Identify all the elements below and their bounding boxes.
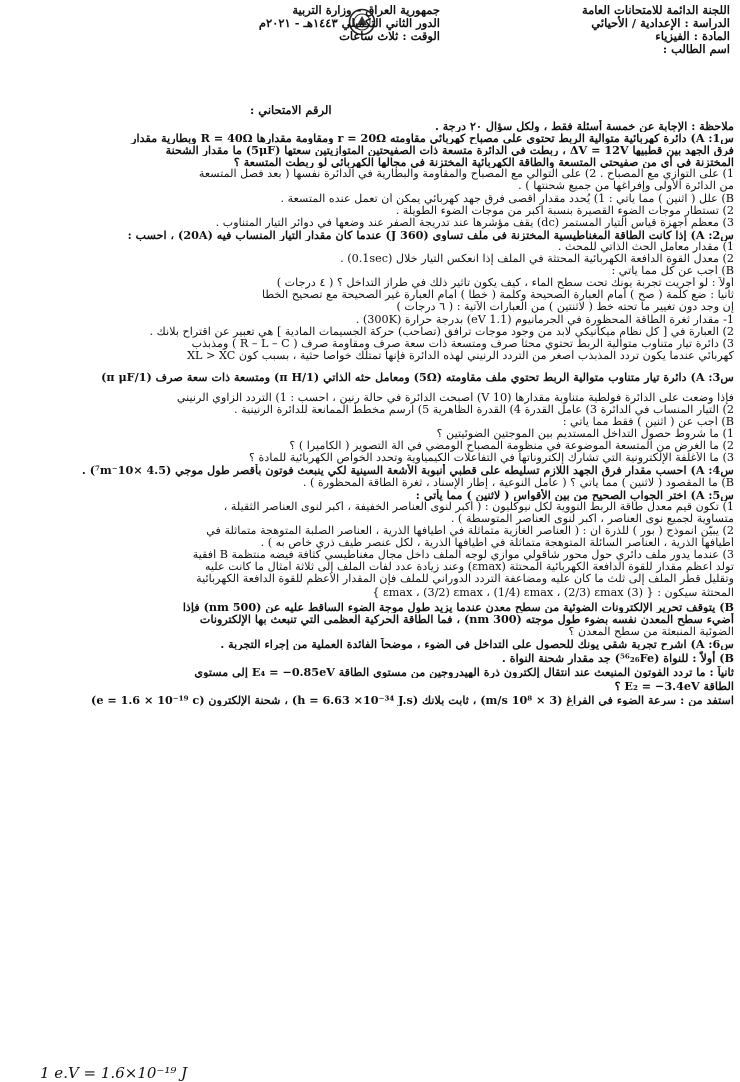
exam-line: س1: A) دائرة كهربائية متوالية الربط تحتوي على مصباح كهربائي مقاومته r = 20Ω ومقاومة مقدارها R = 40Ω وبطارية مقدار [131, 132, 734, 145]
exam-line: س2: A) إذا كانت الطاقة المغناطيسية المختزنة في ملف تساوي (360 J) عندما كان مقدار التيار المنساب فيه (20A) ، احسب : [127, 228, 734, 241]
exam-line: 1) على التوازي مع المصباح . 2) على التوالي مع المصباح والمقاومة والبطارية في الدائرة نفسها ( بعد فصل المتسعة [198, 168, 734, 181]
exam-line: 2) تستطار موجات الضوء القصيرة بنسبة أكبر من موجات الضوء الطويلة . [395, 204, 734, 217]
ministry-header [250, 4, 440, 43]
exam-line: 3) دائرة تيار متناوب متوالية الربط تحتوي محثاً صرف ومتسعة ذات سعة صرف ومقاومة صرف ( R – L – C ) ومذبذب [191, 337, 734, 350]
committee-header [480, 4, 730, 56]
exam-line: B) ما المقصود ( لاثنين ) مما يأتي ؟ ( عامل النوعية ، إطار الإسناد ، ثغرة الطاقة المحظورة ) . [302, 476, 734, 489]
exam-line: س4: A) احسب مقدار فرق الجهد اللازم تسليطه على قطبي أنبوبة الأشعة السينية لكي ينبعث فوتون بأقصر طول موجي (4.5 ×10⁻⁷m) . [81, 464, 734, 477]
exam-line: B) علل ( اثنين ) مما يأتي : 1) يُحدد مقدار أقصى فرق جهد كهربائي يمكن أن تعمل عنده المتسعة . [280, 192, 734, 205]
header-line: المادة : الفيزياء [655, 29, 730, 43]
exam-line: استفد من : سرعة الضوء في الفراغ (3 × 10⁸ m/s) ، ثابت بلانك (h = 6.63 ×10⁻³⁴ J.s) ، شحنة الإلكترون (e = 1.6 × 10⁻¹⁹ c) [91, 693, 734, 706]
exam-line: B) أجب عن كل مما يأتي : [611, 265, 734, 278]
exam-line: الطاقة E₂ = −3.4eV ؟ [614, 678, 734, 693]
exam-line: متساوية لجميع نوى العناصر ، أكبر لنوى العناصر المتوسطة ) . [450, 512, 734, 525]
exam-line: 3) معظم أجهزة قياس التيار المستمر (dc) يقف مؤشرها عند تدريجة الصفر عند وضعها في دوائر التيار المتناوب . [215, 216, 734, 229]
exam-line: 2) التيار المنساب في الدائرة 3) عامل القدرة 4) القدرة الظاهرية 5) ارسم مخطط الممانعة للدائرة الرنينية . [233, 403, 734, 416]
exam-line: المختزنة في أي من صفيحتي المتسعة والطاقة الكهربائية المختزنة في مجالها الكهربائي لو ربطت المتسعة ؟ [233, 156, 734, 169]
exam-line: أطيافها الذرية ، العناصر السائلة المتوهجة متماثلة في أطيافها الذرية ، لكل عنصر طيف ذري خاص به ) . [260, 537, 734, 549]
exam-line: س6: A) اشرح تجربة شقي يونك للحصول على التداخل في الضوء ، موضحاً الفائدة العملية من إجراء التجربة . [220, 637, 734, 650]
exam-line: المحتثة سيكون : { (3) εmax ، (3/2) εmax ، (1/4) εmax ، (2/3) εmax } [372, 586, 734, 600]
exam-line: 2) العبارة في [ كل نظام ميكانيكي لابد من وجود موجات ترافق (تصاحب) حركة الجسيمات المادية ] هي تعبير عن اقتراح بلانك . [149, 325, 734, 338]
electron-volt-formula: 1 e.V = 1.6×10⁻¹⁹ J [40, 1064, 188, 1082]
exam-line: الضوئية المنبعثة من سطح المعدن ؟ [568, 625, 734, 638]
header-line: الوقت : ثلاث ساعات [339, 29, 440, 43]
exam-line: ملاحظة : الإجابة عن خمسة أسئلة فقط ، ولكل سؤال ٢٠ درجة . [435, 120, 734, 133]
exam-line: B) أجب عن ( اثنين ) فقط مما يأتي : [562, 416, 734, 429]
header-line: اسم الطالب : [662, 42, 730, 56]
exam-line: أضيء سطح المعدن نفسه بضوء طول موجته (300 nm) ، فما الطاقة الحركية العظمى التي تنبعث بها الإلكترونات [199, 613, 734, 626]
exam-line: فإذا وضعت على الدائرة فولطية متناوبة مقدارها (10 V) أصبحت الدائرة في حالة رنين ، احسب : 1) التردد الزاوي الرنيني [176, 391, 734, 404]
exam-line: 2) يبيّن أنموذج ( بور ) للذرة أن : ( العناصر الغازية متماثلة في أطيافها الذرية ، العناصر الصلبة المتوهجة متماثلة في [206, 524, 734, 537]
exam-line: فرق الجهد بين قطبيها ΔV = 12V ، ربطت في الدائرة متسعة ذات الصفيحتين المتوازيتين سعتها (5μF) ما مقدار الشحنة [165, 144, 734, 157]
header-line: اللجنة الدائمة للامتحانات العامة [581, 3, 730, 17]
exam-line: س3: A) دائرة تيار متناوب متوالية الربط تحتوي ملف مقاومته (5Ω) ومعامل حثه الذاتي (1/π H) ومتسعة ذات سعة صرف (1/π μF) [101, 369, 734, 384]
header-line: الدراسة : الإعدادية / الأحيائي [591, 16, 730, 30]
exam-number-label: الرقم الامتحاني : [250, 103, 332, 117]
exam-line: B) يتوقف تحرير الإلكترونات الضوئية من سطح معدن عندما يزيد طول موجة الضوء الساقط عليه عن (500 nm) فإذا [182, 601, 734, 614]
exam-line: 2) ما الغرض من المتسعة الموضوعة في منظومة المصباح الومضي في آلة التصوير ( الكاميرا ) ؟ [289, 440, 734, 453]
exam-line: B) أولاً : للنواة (⁵⁶₂₆Fe) جد مقدار شحنة النواة . [501, 650, 734, 665]
exam-line: 3) ما الأغلفة الإلكترونية التي تشارك إلكتروناتها في التفاعلات الكيمياوية وتحدد الخواص الكهربائية للمادة ؟ [249, 452, 734, 465]
exam-line: 1) تكون قيم معدل طاقة الربط النووية لكل نيوكليون : ( أكبر لنوى العناصر الخفيفة ، أكبر لنوى العناصر الثقيلة ، [223, 500, 734, 513]
exam-line: 1- مقدار ثغرة الطاقة المحظورة في الجرمانيوم (1.1 eV) بدرجة حرارة (300K) . [355, 313, 734, 326]
exam-line: ثانياً : ما تردد الفوتون المنبعث عند انتقال إلكترون ذرة الهيدروجين من مستوي الطاقة E₄ = −0.85eV إلى مستوي [194, 665, 734, 678]
exam-line: س5: A) اختر الجواب الصحيح من بين الأقواس ( لاثنين ) مما يأتي : [415, 488, 734, 501]
exam-line: إن وجد دون تغيير ما تحته خط ( لاثنتين ) من العبارات الآتية : ( ٦ درجات ) [396, 301, 734, 314]
exam-line: 1) مقدار معامل الحث الذاتي للمحث . [557, 240, 734, 253]
exam-line: ثانياً : ضع كلمة ( صح ) أمام العبارة الصحيحة وكلمة ( خطأ ) أمام العبارة غير الصحيحة مع تصحيح الخطأ [261, 289, 734, 302]
exam-line: 1) ما شروط حصول التداخل المستديم بين الموجتين الضوئيتين ؟ [436, 428, 734, 441]
exam-line: كهربائي عندما يكون تردد المذبذب أصغر من التردد الرنيني لهذه الدائرة فإنها تمتلك خواصاً حثية ، بسبب كون XL > XC [187, 349, 734, 362]
exam-line: أولاً : لو أجريت تجربة يونك تحت سطح الماء ، كيف يكون تأثير ذلك في طراز التداخل ؟ ( ٤ درجات ) [276, 277, 734, 290]
exam-line: تولد أعظم مقدار للقوة الدافعة الكهربائية المحتثة (εmax) وعند زيادة عدد لفات الملف إلى ثلاثة أمثال ما كانت عليه [204, 561, 734, 574]
exam-line: من الدائرة الأولى وإفراغها من جميع شحنتها ) . [518, 180, 734, 193]
header-line: الدور الثاني التكميلي ١٤٤٣هـ - ٢٠٢١م [258, 16, 440, 30]
exam-line: وتقليل قطر الملف إلى ثلث ما كان عليه ومضاعفة التردد الدوراني للملف فإن المقدار الأعظم للقوة الدافعة الكهربائية [196, 573, 734, 586]
header-line: جمهورية العراق – وزارة التربية [292, 3, 440, 17]
exam-questions [8, 120, 734, 706]
exam-line: 2) معدل القوة الدافعة الكهربائية المحتثة في الملف إذا انعكس التيار خلال (0.1sec) . [340, 253, 734, 266]
exam-line: 3) عندما يدور ملف دائري حول محور شاقولي موازي لوجه الملف داخل مجال مغناطيسي كثافة فيضه منتظمة B أفقية [192, 549, 734, 562]
